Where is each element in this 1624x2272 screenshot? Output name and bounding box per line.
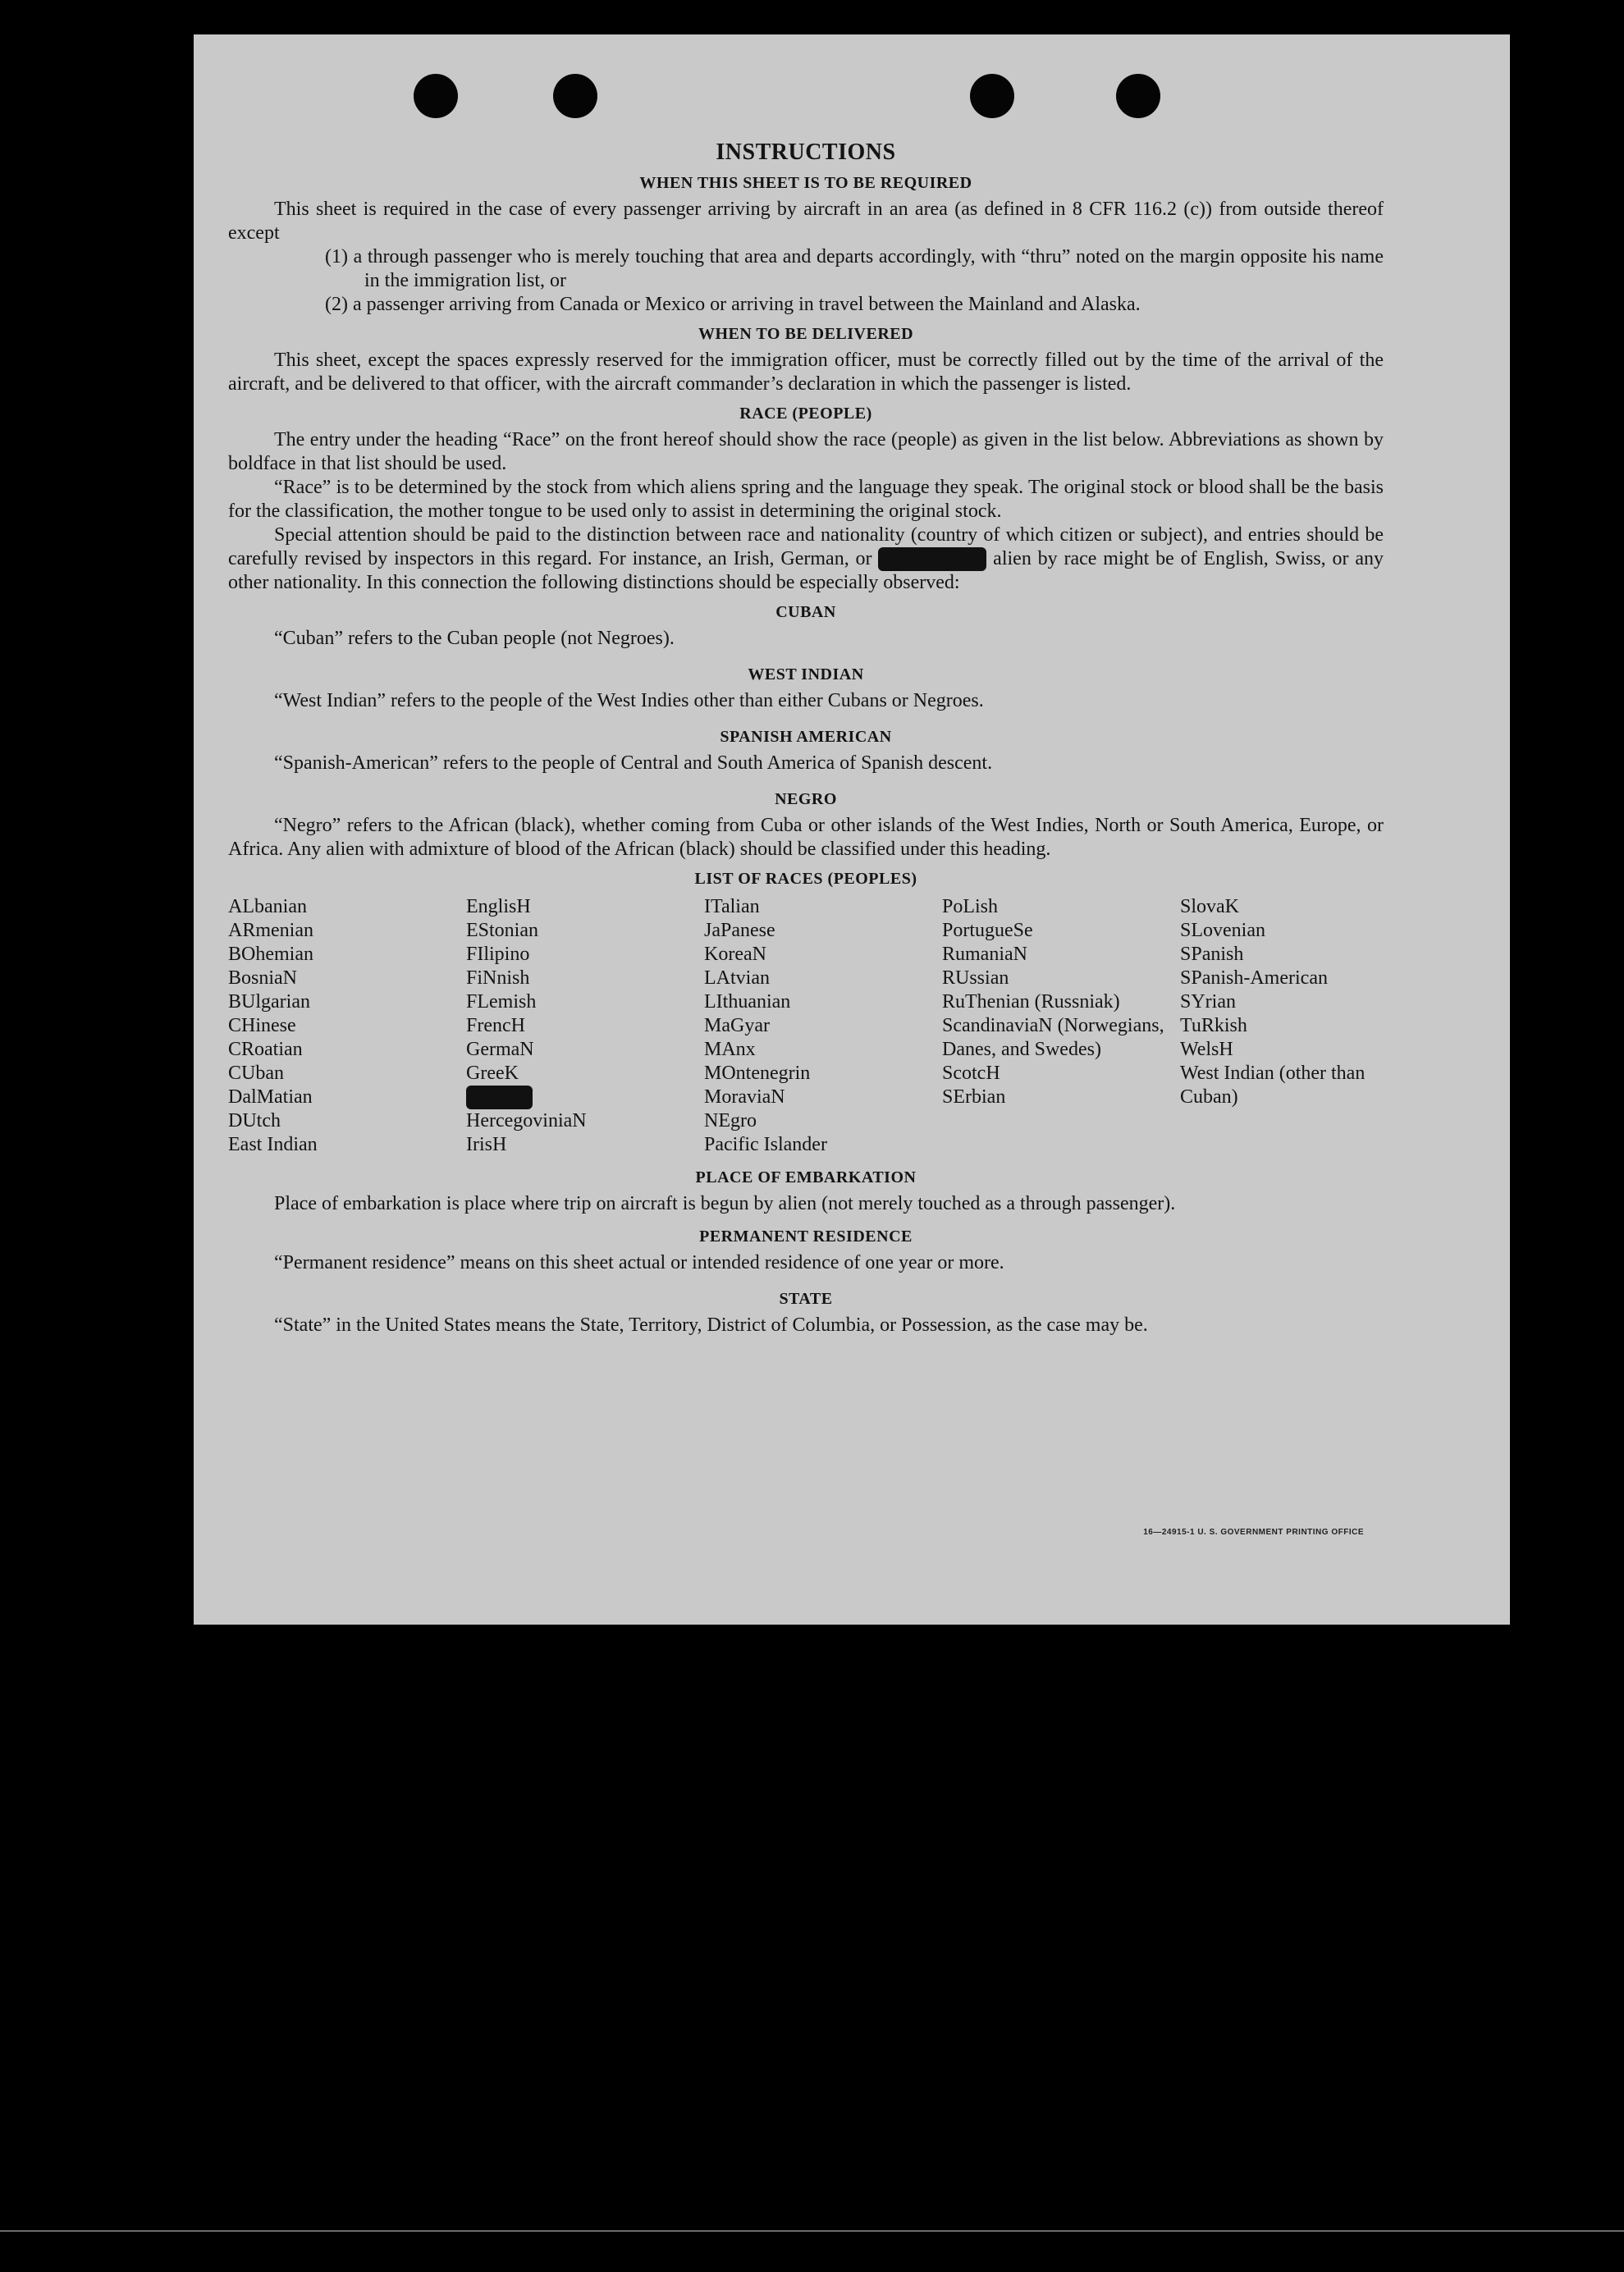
- paragraph: This sheet is required in the case of every passenger arriving by aircraft in an area (as defined in 8 CFR 116.2 (c)) from outside thereof except: [228, 199, 1384, 244]
- paragraph: “Race” is to be determined by the stock from which aliens spring and the language they speak. The original stock or blood shall be the basis for the classification, the mother tongue to be used only to assist in determining the original stock.: [228, 477, 1384, 522]
- race-item: SLovenian: [1180, 920, 1265, 941]
- race-item: ALbanian: [228, 896, 307, 917]
- race-item: HercegoviniaN: [466, 1110, 587, 1131]
- section-heading: WHEN THIS SHEET IS TO BE REQUIRED: [639, 174, 972, 192]
- document-sheet: [194, 34, 1510, 1625]
- race-item: MaGyar: [704, 1015, 770, 1036]
- races-column: [704, 895, 942, 1157]
- section-heading: RACE (PEOPLE): [739, 405, 872, 423]
- race-item: CHinese: [228, 1015, 296, 1036]
- printer-mark: 16—24915-1 U. S. GOVERNMENT PRINTING OFFICE: [1143, 1528, 1364, 1537]
- redaction-mark: HebreW: [466, 1086, 533, 1108]
- race-item: Pacific Islander: [704, 1134, 827, 1155]
- race-item: FiNnish: [466, 967, 530, 989]
- paragraph: “State” in the United States means the State, Territory, District of Columbia, or Possession, as the case may be.: [274, 1314, 1148, 1336]
- race-item-redacted: [466, 1086, 704, 1109]
- page-title: INSTRUCTIONS: [716, 139, 896, 165]
- list-item: (2) a passenger arriving from Canada or Mexico or arriving in travel between the Mainland and Alaska.: [325, 294, 1141, 315]
- race-item: DalMatian: [228, 1086, 313, 1108]
- race-item: MOntenegrin: [704, 1063, 811, 1084]
- section-heading: WHEN TO BE DELIVERED: [698, 325, 914, 343]
- paragraph-text: alien by race might be of English, Swiss, or any other nationality. In this connection the following distinctions should be especially observed:: [228, 548, 1384, 593]
- race-item: RumaniaN: [942, 944, 1027, 965]
- paragraph: “West Indian” refers to the people of the West Indies other than either Cubans or Negroes.: [274, 690, 984, 711]
- race-item: SPanish: [1180, 944, 1244, 965]
- paragraph: The entry under the heading “Race” on the front hereof should show the race (people) as given in the list below. Abbreviations as shown by boldface in that list should be used.: [228, 429, 1384, 474]
- race-item: PortugueSe: [942, 920, 1033, 941]
- race-item: EnglisH: [466, 896, 531, 917]
- section-heading: PLACE OF EMBARKATION: [695, 1168, 917, 1186]
- instructions-text: [228, 139, 1384, 1337]
- race-item: ScandinaviaN (Norwegians, Danes, and Swedes): [942, 1015, 1169, 1060]
- punch-hole: [1116, 74, 1160, 118]
- race-item: RuThenian (Russniak): [942, 991, 1120, 1013]
- race-item: FIlipino: [466, 944, 530, 965]
- paragraph: “Negro” refers to the African (black), whether coming from Cuba or other islands of the West Indies, North or South America, Europe, or Africa. Any alien with admixture of blood of the African (black) should be classified under this heading.: [228, 815, 1384, 860]
- paragraph: “Spanish-American” refers to the people of Central and South America of Spanish descent.: [274, 752, 993, 774]
- section-heading: LIST OF RACES (PEOPLES): [694, 870, 917, 888]
- races-column: [1180, 895, 1385, 1157]
- race-item: SYrian: [1180, 991, 1236, 1013]
- race-item: GreeK: [466, 1063, 519, 1084]
- race-item: BUlgarian: [228, 991, 310, 1013]
- section-heading: STATE: [779, 1290, 833, 1308]
- race-item: KoreaN: [704, 944, 766, 965]
- races-column: [466, 895, 704, 1157]
- race-item: ARmenian: [228, 920, 313, 941]
- section-heading: SPANISH AMERICAN: [720, 728, 892, 746]
- redaction-mark: Hebrew: [878, 547, 986, 571]
- race-item: TuRkish: [1180, 1015, 1247, 1036]
- race-item: MAnx: [704, 1039, 756, 1060]
- paragraph: “Cuban” refers to the Cuban people (not Negroes).: [274, 628, 675, 649]
- race-item: WelsH: [1180, 1039, 1233, 1060]
- race-item: PoLish: [942, 896, 999, 917]
- paragraph-text: Special attention should be paid to the distinction between race and nationality (country of which citizen or subject), and entries should be carefully revised by inspectors in this regard. For instance, an Irish, German, or: [228, 524, 1384, 569]
- paragraph: [228, 523, 1384, 595]
- list-item: (1) a through passenger who is merely touching that area and departs accordingly, with “thru” noted on the margin opposite his name in the immigration list, or: [325, 246, 1384, 291]
- paragraph: Place of embarkation is place where trip on aircraft is begun by alien (not merely touched as a through passenger).: [274, 1193, 1176, 1214]
- section-heading: WEST INDIAN: [748, 665, 864, 683]
- race-item: BosniaN: [228, 967, 297, 989]
- race-item: IrisH: [466, 1134, 507, 1155]
- race-item: West Indian (other than Cuban): [1180, 1063, 1370, 1108]
- race-item: EStonian: [466, 920, 538, 941]
- race-item: SlovaK: [1180, 896, 1239, 917]
- scan-edge-line: [0, 2230, 1624, 2232]
- section-heading: PERMANENT RESIDENCE: [699, 1227, 913, 1246]
- race-item: FrencH: [466, 1015, 525, 1036]
- race-item: SErbian: [942, 1086, 1006, 1108]
- race-item: LAtvian: [704, 967, 770, 989]
- race-item: CRoatian: [228, 1039, 303, 1060]
- races-column: [942, 895, 1180, 1157]
- race-item: JaPanese: [704, 920, 775, 941]
- race-item: GermaN: [466, 1039, 534, 1060]
- race-item: FLemish: [466, 991, 537, 1013]
- section-heading: CUBAN: [775, 603, 836, 621]
- races-column: [228, 895, 466, 1157]
- section-heading: NEGRO: [775, 790, 837, 808]
- punch-hole: [553, 74, 597, 118]
- race-item: DUtch: [228, 1110, 281, 1131]
- paragraph: “Permanent residence” means on this sheet actual or intended residence of one year or more.: [274, 1252, 1004, 1273]
- punch-hole: [970, 74, 1014, 118]
- race-item: CUban: [228, 1063, 284, 1084]
- race-item: East Indian: [228, 1134, 318, 1155]
- race-item: MoraviaN: [704, 1086, 785, 1108]
- paragraph: This sheet, except the spaces expressly reserved for the immigration officer, must be correctly filled out by the time of the arrival of the aircraft, and be delivered to that officer, with the aircraft commander’s declaration in which the passenger is listed.: [228, 350, 1384, 395]
- race-item: ITalian: [704, 896, 760, 917]
- punch-hole: [414, 74, 458, 118]
- race-item: ScotcH: [942, 1063, 1000, 1084]
- races-list: [228, 895, 1384, 1157]
- race-item: LIthuanian: [704, 991, 791, 1013]
- race-item: BOhemian: [228, 944, 313, 965]
- race-item: NEgro: [704, 1110, 757, 1131]
- race-item: SPanish-American: [1180, 967, 1328, 989]
- race-item: RUssian: [942, 967, 1009, 989]
